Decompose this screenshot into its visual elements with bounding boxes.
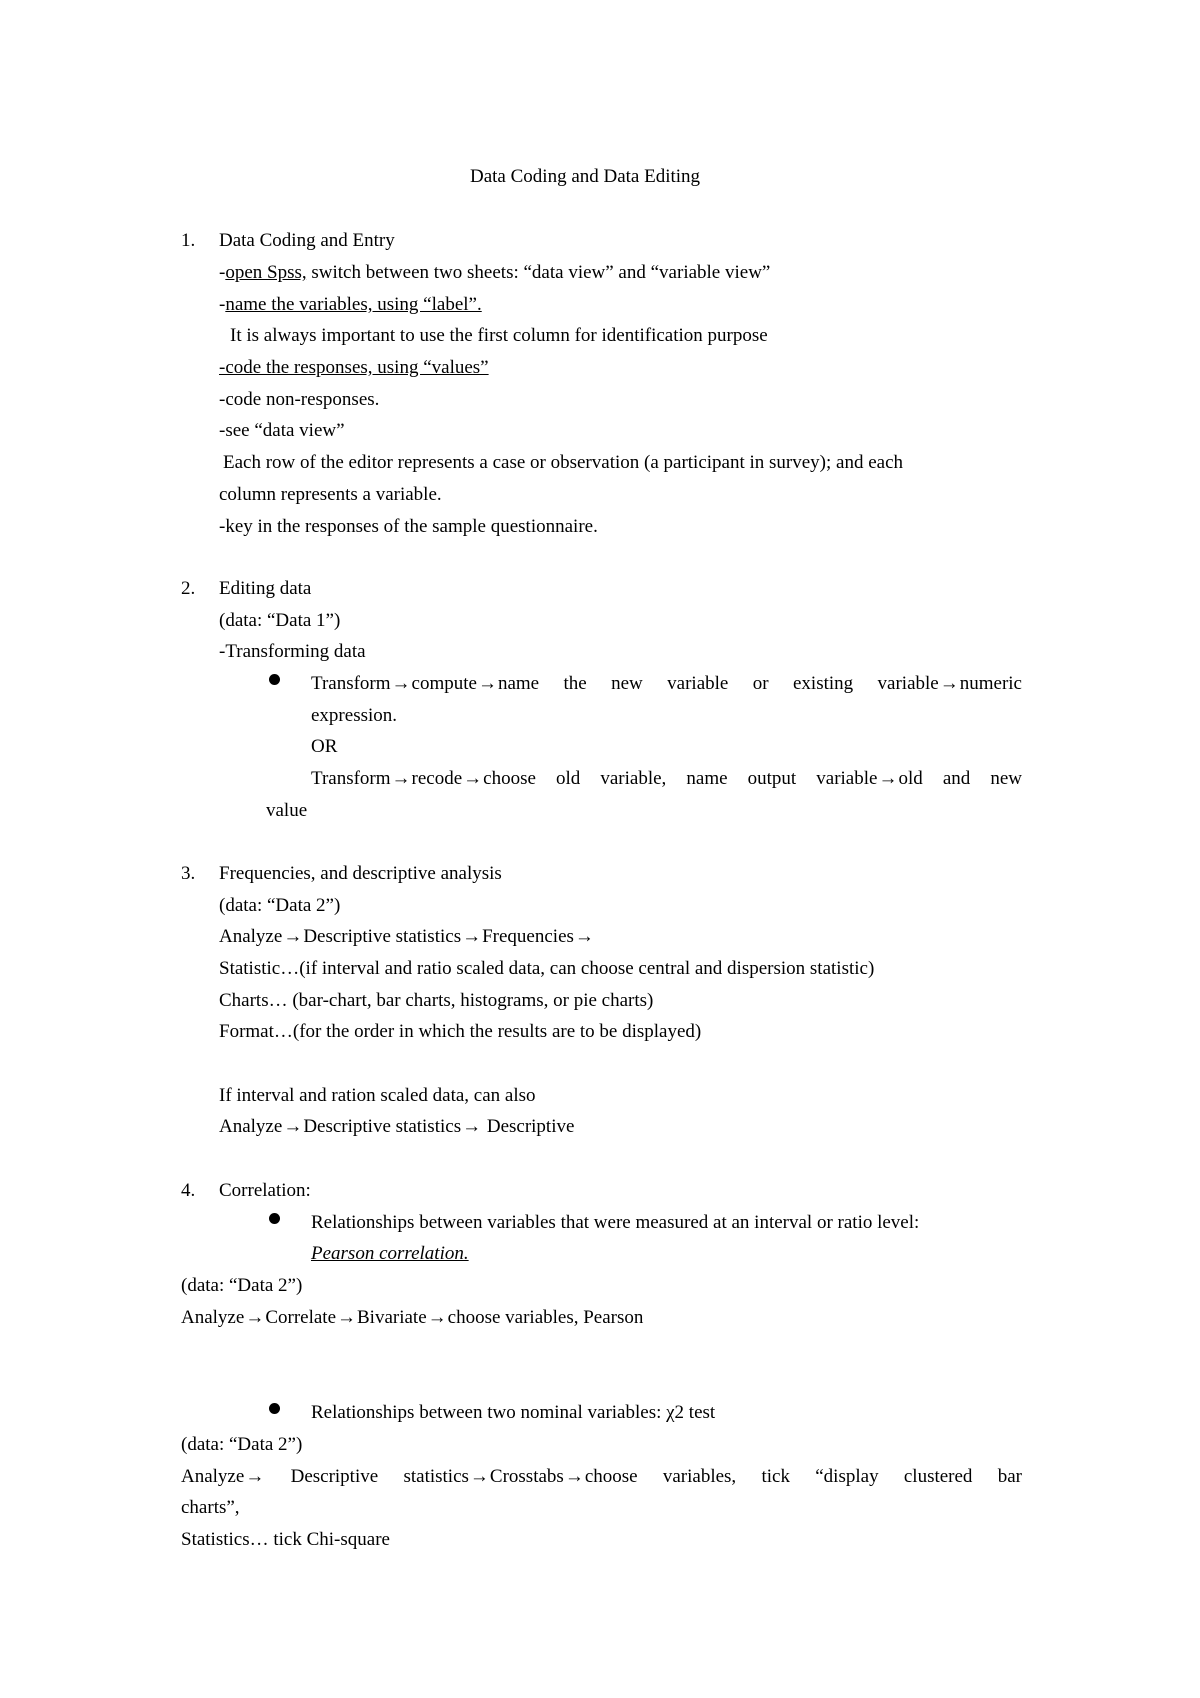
s2-data-ref: (data: “Data 1”) <box>219 610 341 631</box>
section-3-heading: Frequencies, and descriptive analysis <box>219 863 502 884</box>
arrow-right-icon: → <box>337 1307 356 1328</box>
path-step: Frequencies <box>482 926 574 947</box>
s4-charts-cont: charts”, <box>181 1497 240 1518</box>
path-step: Transform <box>311 673 391 694</box>
path-step: name the new variable or existing variable <box>497 673 939 694</box>
s3-format: Format…(for the order in which the results are to be displayed) <box>219 1021 702 1042</box>
arrow-right-icon: → <box>283 1116 303 1137</box>
s4-statistics-chi: Statistics… tick Chi-square <box>181 1529 390 1550</box>
path-step: Analyze <box>219 926 283 947</box>
section-3-number: 3. <box>181 863 196 884</box>
s1-line-open-spss <box>219 262 770 284</box>
s2-transforming-data: -Transforming data <box>219 641 366 662</box>
path-step: Bivariate <box>357 1307 427 1328</box>
name-variables-underlined: name the variables, using “label”. <box>225 294 482 315</box>
path-step: Analyze <box>181 1307 245 1328</box>
path-step: numeric <box>959 673 1022 694</box>
path-step: Descriptive <box>482 1116 575 1137</box>
s1-line-code-nonresponses: -code non-responses. <box>219 389 380 410</box>
s3-frequencies-path <box>219 926 595 948</box>
s3-statistic: Statistic…(if interval and ratio scaled data, can choose central and dispersion statistic) <box>219 958 875 979</box>
arrow-right-icon: → <box>462 1116 482 1137</box>
s4-data-ref-2: (data: “Data 2”) <box>181 1434 303 1455</box>
arrow-right-icon: → <box>574 926 594 947</box>
s4-correlate-path <box>181 1307 643 1329</box>
arrow-right-icon: → <box>939 673 959 694</box>
path-step: Crosstabs <box>489 1466 564 1487</box>
path-step: Descriptive statistics <box>303 1116 462 1137</box>
s2-recode-line <box>311 768 1022 790</box>
arrow-right-icon: → <box>391 768 411 789</box>
section-2-number: 2. <box>181 578 196 599</box>
s3-if-interval: If interval and ration scaled data, can also <box>219 1085 536 1106</box>
s4-crosstabs-path <box>181 1466 1022 1488</box>
path-step: Analyze <box>219 1116 283 1137</box>
s4-bullet-nominal: Relationships between two nominal variables: χ2 test <box>311 1402 716 1423</box>
s1-line-key-in: -key in the responses of the sample questionnaire. <box>219 516 598 537</box>
arrow-right-icon: → <box>469 1466 489 1487</box>
s4-pearson-correlation: Pearson correlation. <box>311 1243 469 1264</box>
section-4-number: 4. <box>181 1180 196 1201</box>
arrow-right-icon: → <box>477 673 497 694</box>
s3-data-ref: (data: “Data 2”) <box>219 895 341 916</box>
path-step: old and new <box>898 768 1022 789</box>
arrow-right-icon: → <box>245 1466 265 1487</box>
path-step: recode <box>411 768 463 789</box>
s4-data-ref-1: (data: “Data 2”) <box>181 1275 303 1296</box>
open-spss-rest: switch between two sheets: “data view” and “variable view” <box>306 262 771 283</box>
s1-line-see-data-view: -see “data view” <box>219 420 345 441</box>
s2-or: OR <box>311 736 338 757</box>
dash: - <box>219 294 226 315</box>
s1-line-name-variables <box>219 294 482 316</box>
section-1-number: 1. <box>181 230 196 251</box>
path-step: Correlate <box>265 1307 336 1328</box>
s1-line-first-column: It is always important to use the first column for identification purpose <box>230 325 768 346</box>
arrow-right-icon: → <box>427 1307 447 1328</box>
dash: - <box>219 262 226 283</box>
path-step: choose variables, tick “display clustered bar <box>584 1466 1022 1487</box>
section-1-heading: Data Coding and Entry <box>219 230 395 251</box>
arrow-right-icon: → <box>391 673 411 694</box>
s1-line-column-represents: column represents a variable. <box>219 484 442 505</box>
arrow-right-icon: → <box>462 926 482 947</box>
bullet-icon <box>269 1213 280 1224</box>
s2-value: value <box>266 800 308 821</box>
s3-charts: Charts… (bar-chart, bar charts, histograms, or pie charts) <box>219 990 654 1011</box>
s3-descriptive-path <box>219 1116 574 1138</box>
document-title: Data Coding and Data Editing <box>470 166 701 187</box>
bullet-icon <box>269 674 280 685</box>
arrow-right-icon: → <box>463 768 483 789</box>
path-step: Descriptive statistics <box>303 926 462 947</box>
path-step: Analyze <box>181 1466 245 1487</box>
s2-expression: expression. <box>311 705 398 726</box>
path-step: Descriptive statistics <box>265 1466 469 1487</box>
arrow-right-icon: → <box>283 926 303 947</box>
bullet-icon <box>269 1403 280 1414</box>
s4-bullet-relationships: Relationships between variables that were measured at an interval or ratio level: <box>311 1212 920 1233</box>
arrow-right-icon: → <box>878 768 898 789</box>
arrow-right-icon: → <box>564 1466 584 1487</box>
s1-line-code-responses: -code the responses, using “values” <box>219 357 489 378</box>
s2-bullet-compute-line <box>311 673 1022 695</box>
path-step: choose variables, Pearson <box>447 1307 644 1328</box>
path-step: choose old variable, name output variable <box>483 768 878 789</box>
path-step: Transform <box>311 768 391 789</box>
section-4-heading: Correlation: <box>219 1180 311 1201</box>
section-2-heading: Editing data <box>219 578 312 599</box>
arrow-right-icon: → <box>245 1307 265 1328</box>
s1-line-each-row: Each row of the editor represents a case or observation (a participant in survey); and each <box>223 452 904 473</box>
path-step: compute <box>411 673 477 694</box>
open-spss-underlined: open Spss, <box>225 262 307 283</box>
